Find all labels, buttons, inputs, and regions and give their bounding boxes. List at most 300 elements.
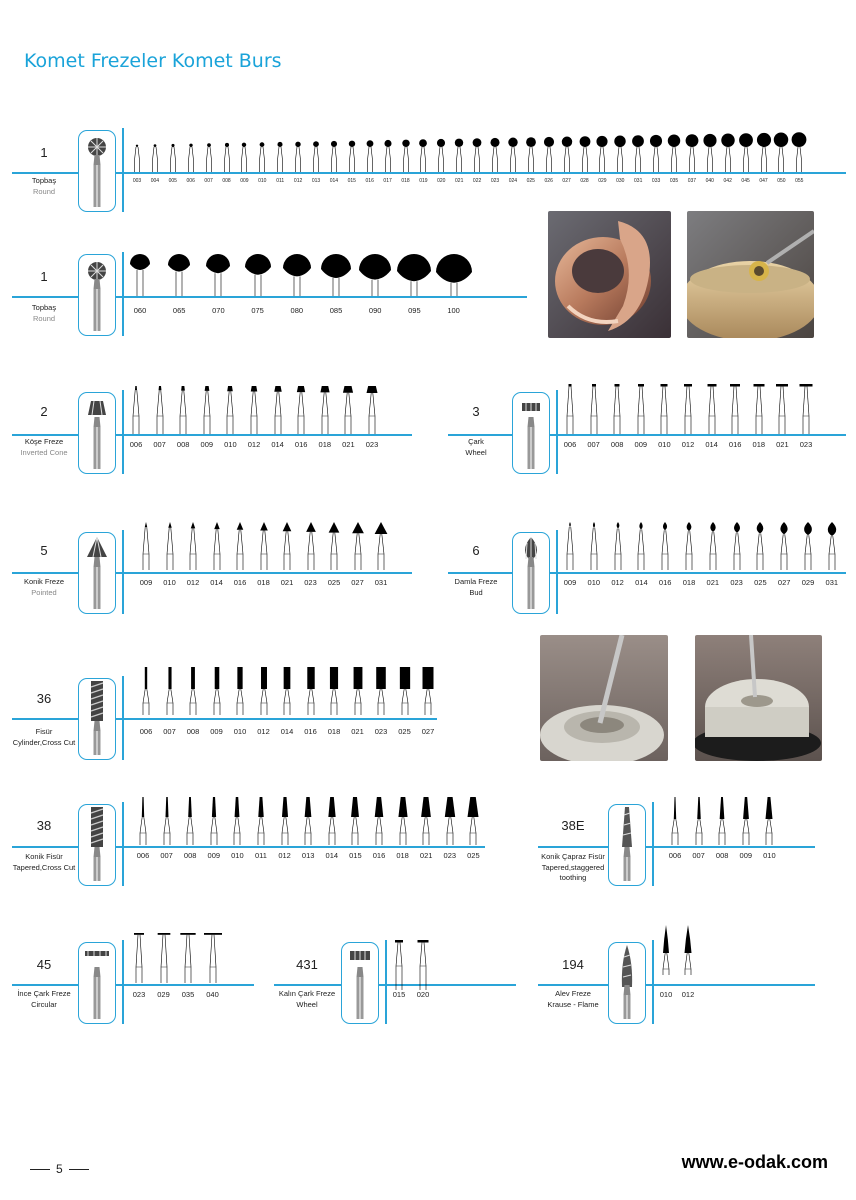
bur-size-label: 006 <box>136 851 150 860</box>
bur-size-label: 023 <box>304 578 317 587</box>
bur-drawing-011 <box>249 795 273 851</box>
bur-size-label: 070 <box>212 306 225 315</box>
bur-drawing-018 <box>677 520 701 576</box>
bur-name-en: Wheel <box>296 1000 318 1009</box>
bur-drawing-014 <box>325 132 343 176</box>
bur-name-en: Tapered,staggered toothing <box>541 863 605 882</box>
bur-drawing-009 <box>629 384 653 440</box>
bur-drawing-010 <box>158 520 182 576</box>
bur-size-label: 009 <box>240 178 249 184</box>
bur-drawing-025 <box>393 665 417 721</box>
bur-drawing-075 <box>238 250 278 302</box>
photo-drilling-2 <box>695 635 822 761</box>
bur-size-label: 021 <box>280 578 294 587</box>
bur-size-label: 023 <box>132 990 146 999</box>
bur-size-label: 021 <box>776 440 789 449</box>
bur-drawing-025 <box>322 520 346 576</box>
bur-drawing-095 <box>394 250 434 302</box>
bur-drawing-018 <box>391 795 415 851</box>
bur-drawing-023 <box>299 520 323 576</box>
bur-size-label: 010 <box>233 727 247 736</box>
bur-size-label: 008 <box>186 727 200 736</box>
bur-figure-number: 194 <box>562 957 584 972</box>
bur-size-label: 013 <box>311 178 321 184</box>
bur-size-label: 016 <box>658 578 672 587</box>
bur-drawing-018 <box>313 384 337 440</box>
bur-size-label: 021 <box>351 727 364 736</box>
bur-size-label: 008 <box>222 178 231 184</box>
bur-name-tr: Köşe Freze <box>24 437 64 446</box>
bur-name-tr: Konik Çapraz Fisür <box>541 852 605 861</box>
bur-drawing-080 <box>277 250 317 302</box>
bur-drawing-021 <box>450 132 468 176</box>
bur-drawing-003 <box>128 132 146 176</box>
bur-illustration-icon <box>513 533 549 613</box>
bur-drawing-023 <box>360 384 384 440</box>
bur-size-label: 018 <box>752 440 766 449</box>
bur-illustration-icon <box>79 679 115 759</box>
bur-size-label: 009 <box>139 578 153 587</box>
bur-size-label: 009 <box>200 440 214 449</box>
bur-size-label: 030 <box>616 178 625 184</box>
bur-icon-box <box>608 942 646 1024</box>
bur-drawing-008 <box>181 665 205 721</box>
bur-drawing-021 <box>346 665 370 721</box>
bur-figure-number: 6 <box>472 543 480 558</box>
bur-drawing-035 <box>176 933 200 989</box>
bur-size-label: 015 <box>347 178 356 184</box>
bur-size-label: 012 <box>278 851 291 860</box>
bur-illustration-icon <box>79 131 115 211</box>
bur-drawing-029 <box>593 132 611 176</box>
bur-figure-number: 5 <box>40 543 48 558</box>
bur-drawing-055 <box>790 132 808 176</box>
bur-illustration-icon <box>79 393 115 473</box>
bur-figure-number: 45 <box>36 957 52 972</box>
bur-size-label: 016 <box>233 578 247 587</box>
bur-size-label: 023 <box>490 178 500 184</box>
bur-size-label: 023 <box>730 578 743 587</box>
bur-drawing-014 <box>205 520 229 576</box>
bur-drawing-016 <box>228 520 252 576</box>
bur-drawing-013 <box>296 795 320 851</box>
bur-figure-number: 38 <box>36 818 52 833</box>
bur-illustration-icon <box>609 943 645 1023</box>
bur-illustration-icon <box>513 393 549 473</box>
bur-size-label: 018 <box>396 851 409 860</box>
bur-size-label: 006 <box>186 178 195 184</box>
page-number-footer <box>24 1162 95 1176</box>
bur-size-label: 055 <box>795 178 804 184</box>
bur-drawing-021 <box>336 384 360 440</box>
bur-drawing-006 <box>663 795 687 851</box>
bur-drawing-018 <box>322 665 346 721</box>
bur-drawing-022 <box>468 132 486 176</box>
bur-size-label: 027 <box>351 578 364 587</box>
bur-size-label: 025 <box>526 178 535 184</box>
bur-drawing-021 <box>414 795 438 851</box>
bur-size-label: 008 <box>183 851 197 860</box>
bur-size-label: 012 <box>247 440 261 449</box>
bur-size-label: 007 <box>204 178 213 184</box>
bur-drawing-021 <box>770 384 794 440</box>
bur-drawing-037 <box>683 132 701 176</box>
bur-name-tr: Kalın Çark Freze <box>278 989 336 998</box>
bur-size-label: 027 <box>421 727 435 736</box>
bur-drawing-021 <box>701 520 725 576</box>
bur-drawing-007 <box>200 132 218 176</box>
bur-drawing-050 <box>772 132 790 176</box>
bur-name-tr: Konik Freze <box>23 577 65 586</box>
bur-size-label: 031 <box>825 578 839 587</box>
bur-drawing-009 <box>134 520 158 576</box>
bur-drawing-029 <box>796 520 820 576</box>
bur-size-label: 025 <box>754 578 767 587</box>
bur-drawing-020 <box>411 940 435 996</box>
bur-drawing-015 <box>343 132 361 176</box>
bur-drawing-007 <box>148 384 172 440</box>
bur-size-label: 029 <box>801 578 815 587</box>
bur-drawing-028 <box>576 132 594 176</box>
bur-drawing-031 <box>369 520 393 576</box>
bur-size-label: 010 <box>658 440 671 449</box>
bur-drawing-023 <box>794 384 818 440</box>
bur-size-label: 020 <box>437 178 446 184</box>
bur-size-label: 042 <box>723 178 732 184</box>
bur-size-label: 010 <box>163 578 176 587</box>
bur-name-tr: Konik Fisür <box>25 852 63 861</box>
bur-size-label: 016 <box>372 851 386 860</box>
bur-size-label: 008 <box>715 851 729 860</box>
bur-icon-box <box>341 942 379 1024</box>
bur-drawing-015 <box>343 795 367 851</box>
bur-size-label: 016 <box>304 727 317 736</box>
bur-size-label: 023 <box>799 440 813 449</box>
bur-size-label: 065 <box>172 306 186 315</box>
photo-ring-setting <box>687 211 814 338</box>
bur-size-label: 023 <box>365 440 379 449</box>
bur-drawing-017 <box>379 132 397 176</box>
bur-figure-number: 2 <box>40 404 48 419</box>
bur-drawing-008 <box>178 795 202 851</box>
bur-name-en: Tapered,Cross Cut <box>12 863 76 872</box>
bur-name-tr: Fisür <box>35 727 53 736</box>
bur-size-label: 007 <box>163 727 176 736</box>
bur-drawing-008 <box>605 384 629 440</box>
bur-drawing-006 <box>131 795 155 851</box>
bur-size-label: 040 <box>206 990 219 999</box>
website-url[interactable]: www.e-odak.com <box>681 1152 828 1172</box>
bur-drawing-023 <box>725 520 749 576</box>
bur-drawing-040 <box>201 933 225 989</box>
bur-size-label: 037 <box>687 178 697 184</box>
bur-size-label: 005 <box>168 178 177 184</box>
bur-drawing-018 <box>252 520 276 576</box>
bur-drawing-008 <box>710 795 734 851</box>
section-divider <box>122 530 124 614</box>
bur-size-label: 006 <box>129 440 143 449</box>
bur-icon-box <box>78 392 116 474</box>
section-divider <box>652 802 654 886</box>
bur-size-label: 012 <box>186 578 200 587</box>
bur-size-label: 009 <box>739 851 753 860</box>
bur-drawing-013 <box>307 132 325 176</box>
bur-size-label: 035 <box>181 990 195 999</box>
bur-illustration-icon <box>342 943 378 1023</box>
bur-figure-number: 36 <box>36 691 52 706</box>
bur-size-label: 015 <box>349 851 362 860</box>
bur-size-label: 007 <box>587 440 600 449</box>
bur-name-tr: Alev Freze <box>555 989 591 998</box>
bur-size-label: 021 <box>419 851 433 860</box>
bur-size-label: 010 <box>258 178 267 184</box>
bur-figure-number: 3 <box>472 404 480 419</box>
bur-size-label: 023 <box>374 727 388 736</box>
bur-drawing-012 <box>606 520 630 576</box>
bur-drawing-010 <box>228 665 252 721</box>
bur-drawing-024 <box>504 132 522 176</box>
bur-size-label: 023 <box>443 851 457 860</box>
bur-drawing-014 <box>700 384 724 440</box>
bur-size-label: 027 <box>562 178 571 184</box>
bur-size-label: 007 <box>692 851 705 860</box>
bur-drawing-014 <box>629 520 653 576</box>
bur-size-label: 014 <box>329 178 339 184</box>
bur-size-label: 100 <box>447 306 460 315</box>
bur-size-label: 021 <box>455 178 464 184</box>
bur-drawing-012 <box>181 520 205 576</box>
bur-icon-box <box>78 804 116 886</box>
bur-size-label: 009 <box>563 578 577 587</box>
bur-name-en: Round <box>32 187 56 196</box>
bur-drawing-016 <box>723 384 747 440</box>
bur-size-label: 031 <box>374 578 388 587</box>
bur-drawing-060 <box>120 250 160 302</box>
bur-drawing-012 <box>676 925 700 983</box>
bur-icon-box <box>78 254 116 336</box>
bur-size-label: 017 <box>383 178 392 184</box>
bur-name-tr: Topbaş <box>31 303 57 312</box>
bur-illustration-icon <box>79 255 115 335</box>
bur-drawing-016 <box>299 665 323 721</box>
bur-drawing-012 <box>252 665 276 721</box>
bur-size-label: 007 <box>160 851 173 860</box>
bur-drawing-070 <box>198 250 238 302</box>
bur-size-label: 010 <box>659 990 673 999</box>
bur-size-label: 029 <box>157 990 170 999</box>
bur-drawing-010 <box>757 795 781 851</box>
bur-drawing-031 <box>820 520 844 576</box>
bur-size-label: 026 <box>544 178 553 184</box>
bur-icon-box <box>512 532 550 614</box>
bur-drawing-023 <box>438 795 462 851</box>
section-divider <box>122 802 124 886</box>
bur-drawing-020 <box>432 132 450 176</box>
bur-size-label: 095 <box>408 306 421 315</box>
bur-drawing-033 <box>647 132 665 176</box>
bur-drawing-008 <box>218 132 236 176</box>
bur-size-label: 013 <box>301 851 315 860</box>
bur-drawing-010 <box>253 132 271 176</box>
bur-drawing-009 <box>558 520 582 576</box>
bur-icon-box <box>78 942 116 1024</box>
bur-name-en: Inverted Cone <box>20 448 68 457</box>
bur-size-label: 018 <box>327 727 341 736</box>
bur-size-label: 014 <box>705 440 718 449</box>
bur-drawing-011 <box>271 132 289 176</box>
bur-drawing-045 <box>737 132 755 176</box>
bur-size-label: 060 <box>133 306 147 315</box>
bur-drawing-007 <box>582 384 606 440</box>
bur-size-label: 018 <box>401 178 410 184</box>
bur-drawing-025 <box>748 520 772 576</box>
bur-drawing-100 <box>434 250 474 302</box>
bur-size-label: 021 <box>706 578 720 587</box>
bur-size-label: 018 <box>682 578 696 587</box>
bur-drawing-012 <box>676 384 700 440</box>
section-rule <box>538 984 815 986</box>
bur-drawing-026 <box>540 132 558 176</box>
bur-drawing-030 <box>611 132 629 176</box>
bur-size-label: 075 <box>251 306 264 315</box>
bur-drawing-018 <box>747 384 771 440</box>
bur-drawing-023 <box>369 665 393 721</box>
bur-size-label: 080 <box>290 306 304 315</box>
bur-size-label: 014 <box>280 727 294 736</box>
bur-size-label: 010 <box>587 578 601 587</box>
bur-size-label: 018 <box>257 578 270 587</box>
photo-drilling-1 <box>540 635 668 761</box>
bur-size-label: 014 <box>635 578 648 587</box>
bur-size-label: 012 <box>257 727 270 736</box>
bur-icon-box <box>512 392 550 474</box>
bur-size-label: 007 <box>153 440 166 449</box>
bur-size-label: 016 <box>294 440 308 449</box>
bur-size-label: 008 <box>610 440 624 449</box>
bur-size-label: 010 <box>224 440 237 449</box>
bur-size-label: 016 <box>365 178 374 184</box>
bur-drawing-006 <box>134 665 158 721</box>
bur-size-label: 040 <box>705 178 714 184</box>
bur-drawing-009 <box>734 795 758 851</box>
bur-size-label: 035 <box>669 178 679 184</box>
bur-drawing-012 <box>242 384 266 440</box>
bur-size-label: 014 <box>325 851 339 860</box>
bur-size-label: 012 <box>293 178 303 184</box>
bur-illustration-icon <box>609 805 645 885</box>
bur-drawing-007 <box>687 795 711 851</box>
bur-drawing-016 <box>361 132 379 176</box>
bur-size-label: 014 <box>210 578 223 587</box>
bur-size-label: 050 <box>777 178 786 184</box>
bur-drawing-015 <box>387 940 411 996</box>
bur-drawing-006 <box>182 132 200 176</box>
bur-size-label: 028 <box>580 178 589 184</box>
bur-size-label: 012 <box>611 578 624 587</box>
bur-drawing-014 <box>266 384 290 440</box>
bur-name-en: Cylinder,Cross Cut <box>12 738 76 747</box>
bur-name-en: Circular <box>31 1000 57 1009</box>
bur-drawing-009 <box>202 795 226 851</box>
bur-drawing-004 <box>146 132 164 176</box>
bur-drawing-005 <box>164 132 182 176</box>
bur-figure-number: 1 <box>40 269 48 284</box>
bur-drawing-016 <box>289 384 313 440</box>
bur-size-label: 029 <box>598 178 607 184</box>
bur-drawing-019 <box>414 132 432 176</box>
bur-figure-number: 1 <box>40 145 48 160</box>
bur-size-label: 010 <box>763 851 776 860</box>
bur-drawing-085 <box>316 250 356 302</box>
bur-size-label: 011 <box>276 178 285 184</box>
section-divider <box>122 128 124 212</box>
bur-drawing-027 <box>416 665 440 721</box>
bur-drawing-047 <box>755 132 773 176</box>
bur-size-label: 003 <box>132 178 142 184</box>
bur-size-label: 006 <box>139 727 153 736</box>
bur-drawing-014 <box>320 795 344 851</box>
bur-name-tr: Topbaş <box>31 176 57 185</box>
bur-size-label: 024 <box>508 178 518 184</box>
bur-size-label: 014 <box>271 440 284 449</box>
bur-icon-box <box>608 804 646 886</box>
bur-figure-number: 431 <box>296 957 318 972</box>
bur-size-label: 006 <box>668 851 682 860</box>
bur-drawing-009 <box>195 384 219 440</box>
bur-drawing-010 <box>218 384 242 440</box>
bur-size-label: 012 <box>681 990 695 999</box>
bur-name-en: Round <box>32 314 56 323</box>
bur-size-label: 025 <box>327 578 341 587</box>
bur-drawing-040 <box>701 132 719 176</box>
bur-name-en: Pointed <box>31 588 57 597</box>
page-number: 5 <box>56 1162 63 1176</box>
bur-drawing-007 <box>155 795 179 851</box>
page-title: Komet Frezeler Komet Burs <box>24 50 282 72</box>
bur-drawing-042 <box>719 132 737 176</box>
bur-drawing-010 <box>654 925 678 983</box>
bur-drawing-018 <box>397 132 415 176</box>
bur-size-label: 045 <box>741 178 750 184</box>
bur-size-label: 025 <box>467 851 480 860</box>
bur-size-label: 047 <box>759 178 768 184</box>
bur-illustration-icon <box>79 943 115 1023</box>
bur-size-label: 031 <box>634 178 643 184</box>
bur-size-label: 025 <box>398 727 411 736</box>
section-divider <box>122 940 124 1024</box>
bur-drawing-009 <box>235 132 253 176</box>
photo-ring-buckle <box>548 211 671 338</box>
bur-name-tr: Damla Freze <box>454 577 498 586</box>
bur-illustration-icon <box>79 533 115 613</box>
bur-drawing-035 <box>665 132 683 176</box>
bur-icon-box <box>78 678 116 760</box>
bur-name-tr: İnce Çark Freze <box>17 989 71 998</box>
bur-size-label: 011 <box>255 851 267 860</box>
bur-drawing-012 <box>273 795 297 851</box>
bur-drawing-023 <box>127 933 151 989</box>
bur-size-label: 009 <box>207 851 221 860</box>
bur-drawing-065 <box>159 250 199 302</box>
bur-size-label: 021 <box>342 440 355 449</box>
bur-size-label: 012 <box>681 440 695 449</box>
bur-drawing-016 <box>367 795 391 851</box>
bur-drawing-014 <box>275 665 299 721</box>
bur-drawing-031 <box>629 132 647 176</box>
bur-drawing-006 <box>124 384 148 440</box>
bur-drawing-010 <box>652 384 676 440</box>
bur-drawing-027 <box>346 520 370 576</box>
